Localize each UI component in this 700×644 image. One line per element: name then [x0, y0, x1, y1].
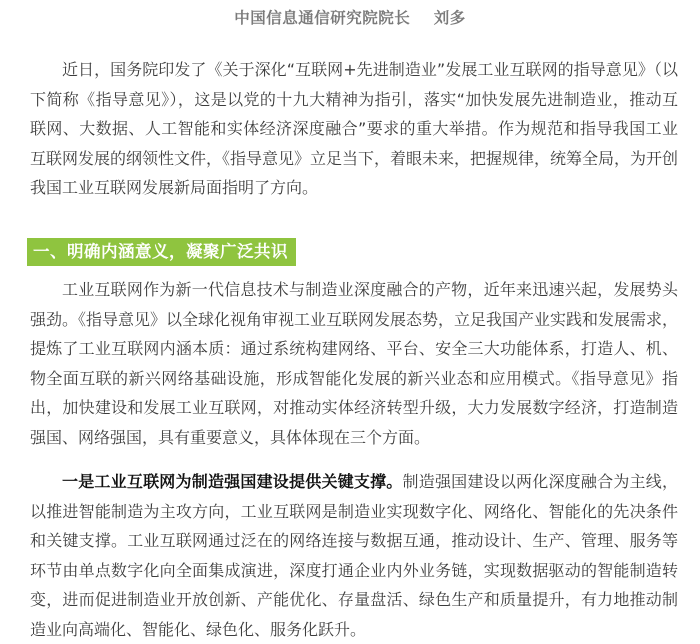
section-heading: 一、明确内涵意义，凝聚广泛共识: [27, 238, 296, 266]
author-byline: 中国信息通信研究院院长 刘多: [234, 9, 466, 27]
point-body-text: 制造强国建设以两化深度融合为主线，以推进智能制造为主攻方向，工业互联网是制造业实现数字化、网络化、智能化的先决条件和关键支撑。工业互联网通过泛在的网络连接与数据互通，推动设计、生产、管理、服务等环节由单点数字化向全面集成演进，深度打通企业内外业务链，实现数据驱动的智能制造转变，进而促进制造业开放创新、产能优化、存量盘活、绿色生产和质量提升，有力地推动制造业向高端化、智能化、绿色化、服务化跃升。: [30, 472, 678, 639]
section-paragraph: 工业互联网作为新一代信息技术与制造业深度融合的产物，近年来迅速兴起，发展势头强劲。《指导意见》以全球化视角审视工业互联网发展态势，立足我国产业实践和发展需求，提炼了工业互联网内涵本质：通过系统构建网络、平台、安全三大功能体系，打造人、机、物全面互联的新兴网络基础设施，形成智能化发展的新兴业态和应用模式。《指导意见》指出，加快建设和发展工业互联网，对推动实体经济转型升级，大力发展数字经济，打造制造强国、网络强国，具有重要意义，具体体现在三个方面。: [30, 280, 679, 447]
intro-paragraph: 近日，国务院印发了《关于深化“互联网+先进制造业”发展工业互联网的指导意见》（以下简称《指导意见》），这是以党的十九大精神为指引，落实“加快发展先进制造业，推动互联网、大数据、人工智能和实体经济深度融合”要求的重大举措。作为规范和指导我国工业互联网发展的纲领性文件，《指导意见》立足当下，着眼未来，把握规律，统筹全局，为开创我国工业互联网发展新局面指明了方向。: [30, 60, 679, 197]
point-lead-sentence: 一是工业互联网为制造强国建设提供关键支撑。: [62, 472, 403, 491]
point-paragraph: [30, 467, 678, 644]
